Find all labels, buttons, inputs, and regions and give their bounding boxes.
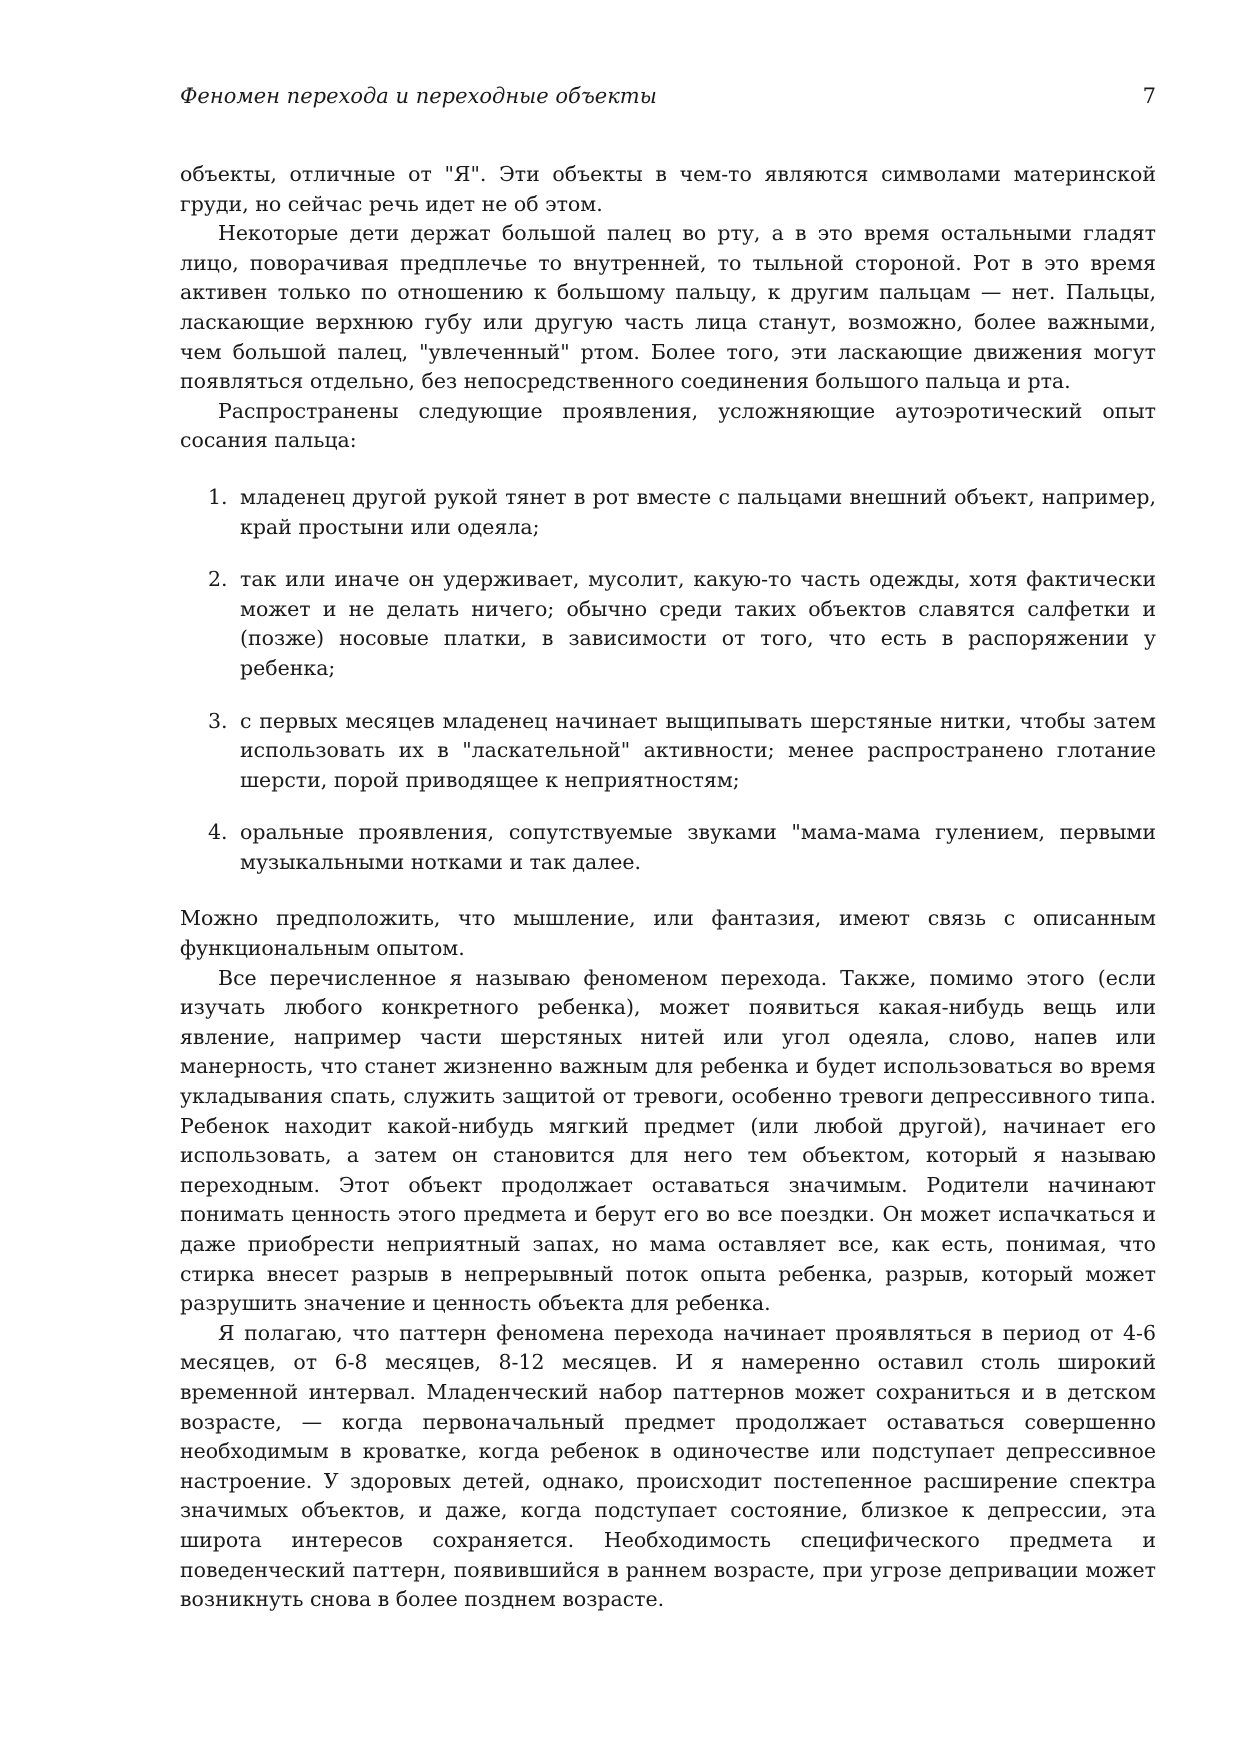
paragraph: Я полагаю, что паттерн феномена перехода начинает проявляться в период от 4-6 месяцев, от 6-8 месяцев, 8-12 месяцев. И я намеренно оставил столь широкий временной интервал. Младенческий набор паттернов может сохраниться и в детском возрасте, — когда первоначальный предмет продолжает оставаться совершенно необходимым в кроватке, когда ребенок в одиночестве или подступает депрессивное настроение. У здоровых детей, однако, происходит постепенное расширение спектра значимых объектов, и даже, когда подступает состояние, близкое к депрессии, эта широта интересов сохраняется. Необходимость специфического предмета и поведенческий паттерн, появившийся в раннем возрасте, при угрозе депривации может возникнуть снова в более позднем возрасте.: [180, 1320, 1156, 1612]
list-item-text: оральные проявления, сопутствуемые звуками "мама-мама гулением, первыми музыкальными нотками и так далее.: [240, 820, 1156, 874]
running-head: [180, 84, 1156, 118]
paragraph: объекты, отличные от "Я". Эти объекты в чем-то являются символами материнской груди, но сейчас речь идет не об этом.: [180, 162, 1156, 216]
list-item: [180, 707, 1156, 796]
list-item-text: так или иначе он удерживает, мусолит, какую-то часть одежды, хотя фактически может и не делать ничего; обычно среди таких объектов славятся салфетки и (позже) носовые платки, в зависимости от того, что есть в распоряжении у ребенка;: [240, 567, 1156, 680]
list-item-text: младенец другой рукой тянет в рот вместе с пальцами внешний объект, например, край простыни или одеяла;: [240, 484, 1156, 539]
enumerated-list: [180, 483, 1156, 878]
body-text: [180, 160, 1156, 1615]
page: [180, 84, 1156, 1615]
list-item-text: с первых месяцев младенец начинает выщипывать шерстяные нитки, чтобы затем использовать их в "ласкательной" активности; менее распространено глотание шерсти, порой приводящее к неприятностям;: [240, 708, 1156, 792]
paragraph: Распространены следующие проявления, усложняющие аутоэротический опыт сосания пальца:: [180, 398, 1156, 453]
list-item: [180, 483, 1156, 542]
list-item: [180, 565, 1156, 683]
paragraph: Все перечисленное я называю феноменом перехода. Также, помимо этого (если изучать любого конкретного ребенка), может появиться какая-нибудь вещь или явление, например части шерстяных нитей или угол одеяла, слово, напев или манерность, что станет жизненно важным для ребенка и будет использоваться во время укладывания спать, служить защитой от тревоги, особенно тревоги депрессивного типа. Ребенок находит какой-нибудь мягкий предмет (или любой другой), начинает его использовать, а затем он становится для него тем объектом, который я называю переходным. Этот объект продолжает оставаться значимым. Родители начинают понимать ценность этого предмета и берут его во все поездки. Он может испачкаться и даже приобрести неприятный запах, но мама оставляет все, как есть, понимая, что стирка внесет разрыв в непрерывный поток опыта ребенка, разрыв, который может разрушить значение и ценность объекта для ребенка.: [180, 965, 1156, 1316]
running-title: Феномен перехода и переходные объекты: [180, 84, 657, 108]
list-item-number: 1.: [208, 484, 228, 509]
page-number: 7: [1142, 84, 1156, 108]
list-item-number: 2.: [208, 567, 228, 592]
list-item-number: 3.: [208, 708, 228, 733]
paragraph: Некоторые дети держат большой палец во рту, а в это время остальными гладят лицо, поворачивая предплечье то внутренней, то тыльной стороной. Рот в это время активен только по отношению к большому пальцу, к другим пальцам — нет. Пальцы, ласкающие верхнюю губу или другую часть лица станут, возможно, более важными, чем большой палец, "увлеченный" ртом. Более того, эти ласкающие движения могут появляться отдельно, без непосредственного соединения большого пальца и рта.: [180, 221, 1156, 394]
list-item-number: 4.: [208, 820, 228, 845]
paragraph: Можно предположить, что мышление, или фантазия, имеют связь с описанным функциональным опытом.: [180, 906, 1156, 961]
list-item: [180, 818, 1156, 877]
